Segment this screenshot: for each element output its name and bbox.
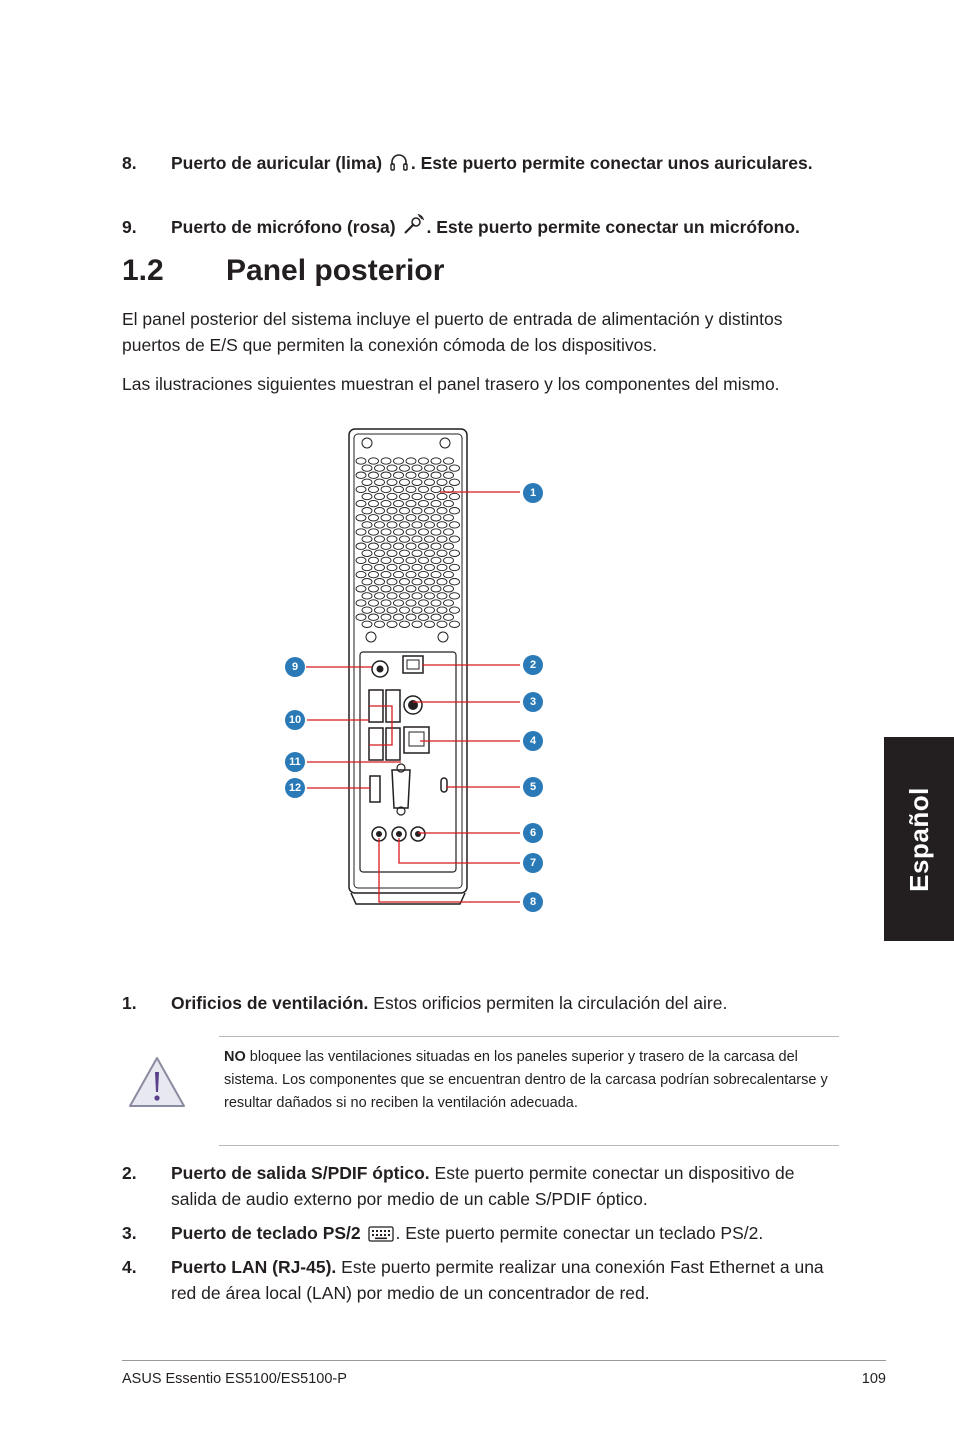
vent-hole	[400, 479, 410, 485]
vent-hole	[437, 564, 447, 570]
intro-paragraph-1: El panel posterior del sistema incluye el puerto de entrada de alimentación y distintos puertos de E/S que permiten la conexión cómoda de los dispositivos.	[122, 309, 783, 355]
vent-hole	[356, 486, 366, 492]
vent-hole	[444, 614, 454, 620]
language-tab	[884, 737, 954, 941]
vent-hole	[381, 600, 391, 606]
vent-hole	[394, 557, 404, 563]
vent-hole	[394, 500, 404, 506]
vent-hole	[381, 486, 391, 492]
vent-hole	[437, 621, 447, 627]
vent-hole	[394, 543, 404, 549]
vent-hole	[412, 508, 422, 514]
vent-hole	[394, 486, 404, 492]
callout-9: 9	[285, 657, 305, 677]
vent-hole	[387, 536, 397, 542]
vent-hole	[375, 564, 385, 570]
vent-hole	[450, 550, 460, 556]
vent-hole	[425, 479, 435, 485]
lan-port	[404, 727, 429, 753]
vent-hole	[381, 571, 391, 577]
vent-hole	[419, 600, 429, 606]
vent-hole	[387, 522, 397, 528]
vent-hole	[450, 493, 460, 499]
vent-hole	[381, 529, 391, 535]
item-text: . Este puerto permite conectar unos auriculares.	[410, 153, 813, 173]
vent-hole	[425, 508, 435, 514]
callout-6: 6	[523, 823, 543, 843]
vent-hole	[412, 621, 422, 627]
list-item-1	[122, 990, 842, 1016]
vent-hole	[431, 557, 441, 563]
vent-hole	[375, 493, 385, 499]
vent-hole	[381, 614, 391, 620]
vent-hole	[362, 564, 372, 570]
vent-hole	[369, 472, 379, 478]
vent-hole	[394, 529, 404, 535]
vent-hole	[450, 607, 460, 613]
vent-hole	[394, 600, 404, 606]
vent-hole	[419, 486, 429, 492]
item-number: 2.	[122, 1163, 137, 1183]
item-title: Puerto de auricular (lima)	[171, 153, 383, 173]
item-title: Puerto de teclado PS/2	[171, 1223, 361, 1243]
ventilation-holes	[356, 458, 460, 628]
vent-hole	[400, 550, 410, 556]
vent-hole	[406, 529, 416, 535]
item-text: . Este puerto permite conectar un micrófono.	[426, 217, 800, 237]
vent-hole	[387, 493, 397, 499]
callout-11: 11	[285, 752, 305, 772]
vent-hole	[369, 500, 379, 506]
vent-hole	[437, 479, 447, 485]
vent-hole	[394, 515, 404, 521]
vent-hole	[425, 579, 435, 585]
vent-hole	[369, 458, 379, 464]
vent-hole	[431, 529, 441, 535]
vent-hole	[400, 536, 410, 542]
vent-hole	[387, 607, 397, 613]
vent-hole	[375, 550, 385, 556]
vent-hole	[450, 522, 460, 528]
vent-hole	[425, 607, 435, 613]
vent-hole	[444, 600, 454, 606]
list-item-2	[122, 1160, 842, 1212]
vent-hole	[400, 522, 410, 528]
callout-8: 8	[523, 892, 543, 912]
vent-hole	[431, 543, 441, 549]
vent-hole	[412, 479, 422, 485]
section-title: Panel posterior	[226, 254, 445, 287]
intro-paragraph-2: Las ilustraciones siguientes muestran el panel trasero y los componentes del mismo.	[122, 374, 780, 394]
vent-hole	[381, 458, 391, 464]
vent-hole	[437, 579, 447, 585]
vent-hole	[412, 550, 422, 556]
vent-hole	[362, 621, 372, 627]
vent-hole	[375, 579, 385, 585]
page-number: 109	[861, 1371, 886, 1387]
vent-hole	[406, 571, 416, 577]
vent-hole	[356, 515, 366, 521]
vent-hole	[394, 586, 404, 592]
callout-3: 3	[523, 692, 543, 712]
vent-hole	[419, 586, 429, 592]
vent-hole	[406, 472, 416, 478]
vent-hole	[381, 515, 391, 521]
vga-port	[392, 770, 410, 808]
footer-product-name: ASUS Essentio ES5100/ES5100-P	[122, 1371, 347, 1387]
vent-hole	[444, 571, 454, 577]
vent-hole	[369, 586, 379, 592]
item-title: Puerto de salida S/PDIF óptico.	[171, 1163, 430, 1183]
vent-hole	[406, 486, 416, 492]
spdif-port	[403, 656, 423, 673]
vent-hole	[419, 472, 429, 478]
vent-hole	[431, 458, 441, 464]
vent-hole	[412, 564, 422, 570]
leader-lines	[306, 492, 520, 902]
list-item-3	[122, 1220, 842, 1249]
vent-hole	[419, 614, 429, 620]
vent-hole	[400, 621, 410, 627]
vent-hole	[362, 479, 372, 485]
vent-hole	[425, 522, 435, 528]
note-text: bloquee las ventilaciones situadas en los paneles superior y trasero de la carcasa del sistema. Los componentes que se encuentran dentro de la carcasa podrían sobrecalentarse y resultar dañados si no reciben la ventilación adecuada.	[224, 1049, 828, 1111]
vent-hole	[387, 593, 397, 599]
vent-hole	[381, 472, 391, 478]
vent-hole	[356, 600, 366, 606]
footer-rule	[122, 1360, 886, 1361]
vent-hole	[406, 557, 416, 563]
vent-hole	[412, 536, 422, 542]
vent-hole	[406, 515, 416, 521]
vent-hole	[362, 593, 372, 599]
vent-hole	[387, 465, 397, 471]
list-item-4	[122, 1254, 842, 1306]
vent-hole	[437, 550, 447, 556]
vent-hole	[406, 614, 416, 620]
vent-hole	[381, 500, 391, 506]
vent-hole	[412, 493, 422, 499]
vent-hole	[356, 529, 366, 535]
vent-hole	[362, 508, 372, 514]
vent-hole	[362, 465, 372, 471]
vent-hole	[450, 579, 460, 585]
vent-hole	[375, 536, 385, 542]
vent-hole	[406, 600, 416, 606]
vent-hole	[444, 543, 454, 549]
vent-hole	[450, 536, 460, 542]
vent-hole	[375, 465, 385, 471]
vent-hole	[437, 522, 447, 528]
vent-hole	[375, 593, 385, 599]
vent-hole	[400, 465, 410, 471]
vent-hole	[356, 500, 366, 506]
vent-hole	[412, 607, 422, 613]
section-number: 1.2	[122, 254, 164, 287]
warning-icon	[126, 1054, 188, 1115]
item-text: . Este puerto permite conectar un teclado PS/2.	[395, 1223, 764, 1243]
vent-hole	[412, 522, 422, 528]
vent-hole	[369, 515, 379, 521]
item-title: Puerto LAN (RJ-45).	[171, 1257, 337, 1277]
vent-hole	[381, 557, 391, 563]
vent-hole	[419, 543, 429, 549]
note-bottom-rule	[219, 1145, 839, 1146]
vent-hole	[369, 571, 379, 577]
vent-hole	[369, 486, 379, 492]
vent-hole	[381, 543, 391, 549]
vent-hole	[412, 465, 422, 471]
vent-hole	[356, 586, 366, 592]
vent-hole	[437, 593, 447, 599]
vent-hole	[431, 515, 441, 521]
security-lock	[441, 778, 447, 792]
vent-hole	[394, 472, 404, 478]
vent-hole	[444, 458, 454, 464]
vent-hole	[431, 614, 441, 620]
vent-hole	[369, 600, 379, 606]
vent-hole	[450, 465, 460, 471]
vent-hole	[425, 493, 435, 499]
vent-hole	[444, 515, 454, 521]
vent-hole	[362, 536, 372, 542]
vent-hole	[406, 500, 416, 506]
vent-hole	[387, 508, 397, 514]
vent-hole	[444, 500, 454, 506]
language-tab-label: Español	[903, 786, 934, 892]
vent-hole	[412, 593, 422, 599]
note-emphasis: NO	[224, 1049, 246, 1065]
vent-hole	[406, 458, 416, 464]
item-title: Puerto de micrófono (rosa)	[171, 217, 396, 237]
vent-hole	[412, 579, 422, 585]
vent-hole	[356, 571, 366, 577]
vent-hole	[362, 550, 372, 556]
vent-hole	[437, 536, 447, 542]
vent-hole	[394, 614, 404, 620]
vent-hole	[400, 579, 410, 585]
vent-hole	[381, 586, 391, 592]
callout-7: 7	[523, 853, 543, 873]
item-text: Estos orificios permiten la circulación del aire.	[368, 993, 728, 1013]
callout-5: 5	[523, 777, 543, 797]
vent-hole	[369, 614, 379, 620]
vent-hole	[431, 500, 441, 506]
vent-hole	[431, 586, 441, 592]
vent-hole	[362, 579, 372, 585]
callout-2: 2	[523, 655, 543, 675]
vent-hole	[400, 607, 410, 613]
vent-hole	[425, 564, 435, 570]
vent-hole	[425, 593, 435, 599]
callout-1: 1	[523, 483, 543, 503]
vent-hole	[387, 564, 397, 570]
vent-hole	[444, 472, 454, 478]
callout-10: 10	[285, 710, 305, 730]
vent-hole	[400, 493, 410, 499]
vent-hole	[431, 472, 441, 478]
vent-hole	[362, 607, 372, 613]
vent-hole	[375, 621, 385, 627]
vent-hole	[369, 529, 379, 535]
vent-hole	[450, 593, 460, 599]
vent-hole	[419, 515, 429, 521]
item-number: 9.	[122, 217, 137, 237]
vent-hole	[375, 522, 385, 528]
item-number: 4.	[122, 1257, 137, 1277]
vent-hole	[356, 557, 366, 563]
vent-hole	[394, 458, 404, 464]
vent-hole	[431, 486, 441, 492]
vent-hole	[437, 508, 447, 514]
vent-hole	[387, 579, 397, 585]
vent-hole	[425, 536, 435, 542]
vent-hole	[387, 621, 397, 627]
vent-hole	[369, 557, 379, 563]
vent-hole	[356, 543, 366, 549]
hdmi-port	[370, 776, 380, 802]
vent-hole	[406, 586, 416, 592]
item-text: Este puerto permite realizar una conexión Fast Ethernet a una red de área local (LAN) por medio de un concentrador de red.	[171, 1257, 824, 1303]
vent-hole	[400, 508, 410, 514]
callout-12: 12	[285, 778, 305, 798]
vent-hole	[375, 508, 385, 514]
item-number: 3.	[122, 1223, 137, 1243]
vent-hole	[431, 571, 441, 577]
vent-hole	[400, 564, 410, 570]
vent-hole	[387, 550, 397, 556]
warning-note	[224, 1046, 838, 1115]
vent-hole	[444, 586, 454, 592]
vent-hole	[437, 465, 447, 471]
vent-hole	[419, 571, 429, 577]
vent-hole	[356, 472, 366, 478]
vent-hole	[437, 493, 447, 499]
vent-hole	[450, 479, 460, 485]
vent-hole	[356, 614, 366, 620]
vent-hole	[394, 571, 404, 577]
vent-hole	[450, 564, 460, 570]
vent-hole	[444, 557, 454, 563]
vent-hole	[419, 529, 429, 535]
vent-hole	[450, 508, 460, 514]
vent-hole	[425, 550, 435, 556]
item-number: 1.	[122, 993, 137, 1013]
vent-hole	[400, 593, 410, 599]
callout-4: 4	[523, 731, 543, 751]
vent-hole	[419, 458, 429, 464]
vent-hole	[387, 479, 397, 485]
vent-hole	[444, 529, 454, 535]
vent-hole	[362, 493, 372, 499]
keyboard-icon	[368, 1223, 394, 1249]
item-text: Este puerto permite conectar un dispositivo de salida de audio externo por medio de un cable S/PDIF óptico.	[171, 1163, 795, 1209]
vent-hole	[425, 465, 435, 471]
vent-hole	[375, 479, 385, 485]
note-top-rule	[219, 1036, 839, 1037]
vent-hole	[450, 621, 460, 627]
vent-hole	[425, 621, 435, 627]
vent-hole	[419, 500, 429, 506]
item-number: 8.	[122, 153, 137, 173]
vent-hole	[356, 458, 366, 464]
vent-hole	[431, 600, 441, 606]
item-title: Orificios de ventilación.	[171, 993, 369, 1013]
vent-hole	[419, 557, 429, 563]
vent-hole	[437, 607, 447, 613]
vent-hole	[406, 543, 416, 549]
vent-hole	[369, 543, 379, 549]
usb-ports	[369, 690, 400, 760]
vent-hole	[375, 607, 385, 613]
vent-hole	[362, 522, 372, 528]
